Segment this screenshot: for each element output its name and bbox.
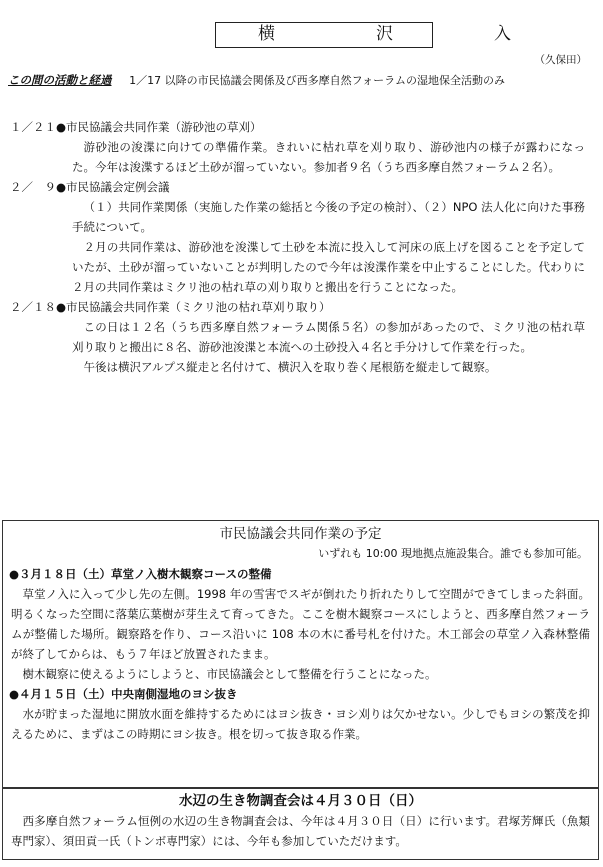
schedule-paragraph: 草堂ノ入に入って少し先の左側。1998 年の雪害でスギが倒れたり折れたりして空間ができてしまった斜面。明るくなった空間に落葉広葉樹が芽生えて育ってきた。ここを樹木観察コースにしようと、西多摩自然フォーラムが整備した場所。観察路を作り、コース沿いに 108 本の木に番号札を付けた。木工部会の草堂ノ入森林整備が終了してからは、もう７年ほど放置されたまま。	[11, 587, 590, 661]
entry-body	[72, 197, 585, 297]
activity-entry	[0, 117, 603, 177]
section-heading-subtitle: 1／17 以降の市民協議会関係及び西多摩自然フォーラムの湿地保全活動のみ	[129, 74, 505, 87]
survey-body	[3, 811, 598, 851]
entry-head	[0, 117, 603, 137]
schedule-item-body	[3, 584, 598, 684]
entry-title: ●市民協議会共同作業（ミクリ池の枯れ草刈り取り）	[56, 300, 331, 314]
entry-paragraph: ２月の共同作業は、游砂池を浚渫して土砂を本流に投入して河床の底上げを図ることを予定していたが、土砂が溜っていないことが判明したので今年は浚渫作業を中止することにした。代わりに２月の共同作業はミクリ池の枯れ草の刈り取りと搬出を行うことになった。	[72, 240, 585, 294]
entry-paragraph: 游砂池の浚渫に向けての準備作業。きれいに枯れ草を刈り取り、游砂池内の様子が露わになった。今年は浚渫するほど土砂が溜っていない。参加者９名（うち西多摩自然フォーラム２名）。	[72, 140, 585, 174]
section-heading-title: この間の活動と経過	[8, 73, 112, 87]
entry-head	[0, 177, 603, 197]
schedule-paragraph: 水が貯まった湿地に開放水面を維持するためにはヨシ抜き・ヨシ刈りは欠かせない。少しでもヨシの繁茂を抑えるために、まずはこの時期にヨシ抜き。根を切って抜き取る作業。	[11, 707, 590, 741]
entry-title: ●市民協議会定例会議	[56, 180, 170, 194]
entry-paragraph: この日は１２名（うち西多摩自然フォーラム関係５名）の参加があったので、ミクリ池の枯れ草刈り取りと搬出に８名、游砂池浚渫と本流への土砂投入４名と手分けして作業を行った。	[72, 320, 585, 354]
activity-entry	[0, 177, 603, 297]
entry-date: １／２１	[10, 120, 56, 134]
activity-log	[0, 117, 603, 377]
schedule-item-body	[3, 704, 598, 744]
schedule-item-head: ●４月１５日（土）中央南側湿地のヨシ抜き	[9, 687, 238, 701]
section-heading	[8, 72, 505, 88]
entry-date: ２／ ９	[10, 180, 56, 194]
survey-title: 水辺の生き物調査会は４月３０日（日）	[179, 793, 422, 809]
entry-paragraph: （１）共同作業関係（実施した作業の総括と今後の予定の検討）、（２）NPO 法人化に向けた事務手続について。	[72, 200, 585, 234]
entry-paragraph: 午後は横沢アルプス縦走と名付けて、横沢入を取り巻く尾根筋を縦走して観察。	[83, 360, 497, 374]
author-name: （久保田）	[534, 54, 587, 66]
survey-paragraph: 西多摩自然フォーラム恒例の水辺の生き物調査会は、今年は４月３０日（日）に行います。君塚芳輝氏（魚類専門家）、須田貢一氏（トンボ専門家）には、今年も参加していただけます。	[11, 814, 590, 848]
page-title: 横 沢 入	[215, 22, 433, 48]
entry-body	[72, 317, 585, 377]
entry-head	[0, 297, 603, 317]
schedule-item-head: ●３月１８日（土）草堂ノ入樹木観察コースの整備	[9, 567, 272, 581]
entry-body	[72, 137, 585, 177]
schedule-paragraph: 樹木観察に使えるようにしようと、市民協議会として整備を行うことになった。	[22, 667, 437, 681]
entry-date: ２／１８	[10, 300, 56, 314]
schedule-note: いずれも 10:00 現地拠点施設集合。誰でも参加可能。	[318, 547, 588, 560]
schedule-box	[2, 520, 599, 788]
schedule-title: 市民協議会共同作業の予定	[219, 526, 382, 542]
activity-entry	[0, 297, 603, 377]
survey-box	[2, 788, 599, 860]
entry-title: ●市民協議会共同作業（游砂池の草刈）	[56, 120, 262, 134]
